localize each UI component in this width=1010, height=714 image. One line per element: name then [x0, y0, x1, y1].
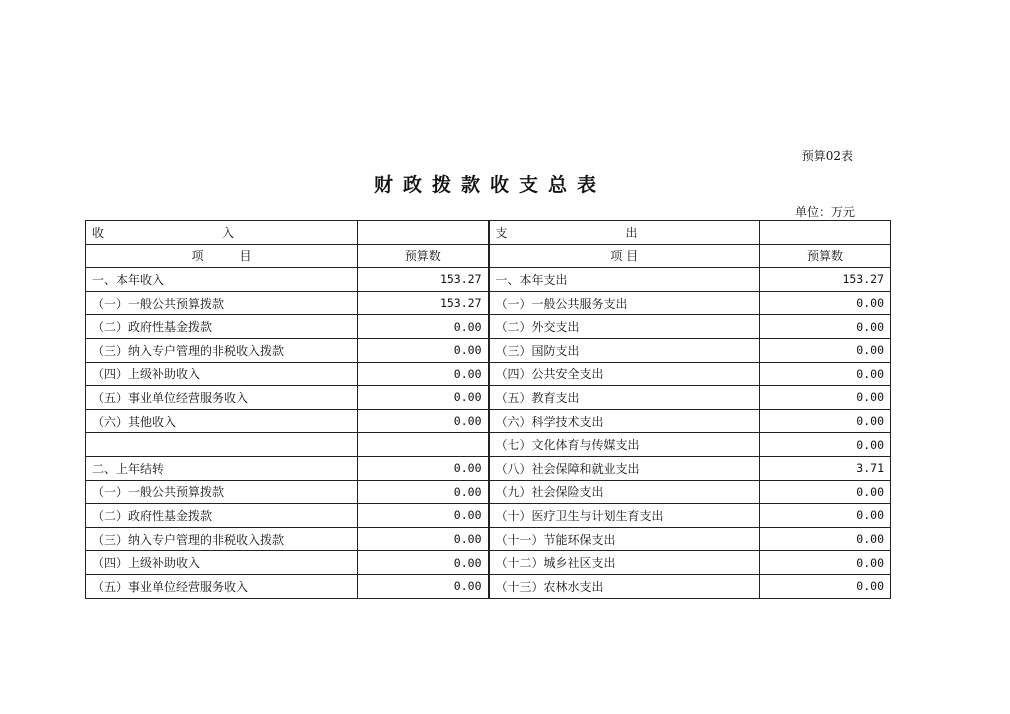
expense-amount: 0.00 [760, 574, 891, 598]
expense-item: （十二）城乡社区支出 [489, 551, 760, 575]
expense-item: 一、本年支出 [489, 268, 760, 292]
expense-amount: 3.71 [760, 456, 891, 480]
table-row [86, 433, 891, 457]
income-item: 二、上年结转 [86, 456, 358, 480]
form-code: 预算02表 [801, 149, 853, 163]
income-item: （五）事业单位经营服务收入 [86, 386, 358, 410]
empty-cell [358, 221, 489, 245]
table-row [86, 527, 891, 551]
expense-header-a: 支 [495, 225, 508, 240]
expense-item: （三）国防支出 [489, 338, 760, 362]
income-item: （二）政府性基金拨款 [86, 504, 358, 528]
expense-item: （五）教育支出 [489, 386, 760, 410]
expense-header-b: 出 [625, 225, 638, 240]
section-header-row [86, 221, 891, 245]
income-amount: 0.00 [358, 480, 489, 504]
expense-section-header [489, 221, 760, 245]
table-row [86, 291, 891, 315]
income-item: （二）政府性基金拨款 [86, 315, 358, 339]
income-item: （三）纳入专户管理的非税收入拨款 [86, 527, 358, 551]
table-row [86, 362, 891, 386]
income-header-b: 入 [222, 225, 235, 240]
income-item: 一、本年收入 [86, 268, 358, 292]
col-item-expense: 项 目 [489, 244, 760, 268]
income-amount: 0.00 [358, 338, 489, 362]
income-item: （一）一般公共预算拨款 [86, 291, 358, 315]
income-item: （四）上级补助收入 [86, 551, 358, 575]
table-row [86, 386, 891, 410]
table-row [86, 456, 891, 480]
expense-item: （一）一般公共服务支出 [489, 291, 760, 315]
table-row [86, 409, 891, 433]
income-item: （四）上级补助收入 [86, 362, 358, 386]
expense-item: （八）社会保障和就业支出 [489, 456, 760, 480]
expense-amount: 0.00 [760, 315, 891, 339]
income-item: （六）其他收入 [86, 409, 358, 433]
income-amount: 153.27 [358, 291, 489, 315]
income-section-header [86, 221, 358, 245]
table-row [86, 574, 891, 598]
expense-item: （十一）节能环保支出 [489, 527, 760, 551]
table-row [86, 504, 891, 528]
income-amount [358, 433, 489, 457]
income-amount: 0.00 [358, 362, 489, 386]
expense-item: （四）公共安全支出 [489, 362, 760, 386]
income-item: （一）一般公共预算拨款 [86, 480, 358, 504]
table-row [86, 551, 891, 575]
expense-item: （七）文化体育与传媒支出 [489, 433, 760, 457]
table-row [86, 268, 891, 292]
expense-amount: 0.00 [760, 480, 891, 504]
expense-amount: 0.00 [760, 433, 891, 457]
table-row [86, 480, 891, 504]
unit-label: 单位：万元 [794, 205, 855, 219]
expense-item: （六）科学技术支出 [489, 409, 760, 433]
expense-item: （十三）农林水支出 [489, 574, 760, 598]
expense-item: （十）医疗卫生与计划生育支出 [489, 504, 760, 528]
expense-amount: 0.00 [760, 338, 891, 362]
expense-amount: 0.00 [760, 386, 891, 410]
expense-amount: 0.00 [760, 291, 891, 315]
expense-amount: 0.00 [760, 527, 891, 551]
income-amount: 0.00 [358, 315, 489, 339]
expense-amount: 0.00 [760, 551, 891, 575]
income-amount: 0.00 [358, 551, 489, 575]
income-amount: 0.00 [358, 527, 489, 551]
table-row [86, 338, 891, 362]
col-budget-income: 预算数 [358, 244, 489, 268]
column-header-row [86, 244, 891, 268]
col-budget-expense: 预算数 [760, 244, 891, 268]
income-item: （五）事业单位经营服务收入 [86, 574, 358, 598]
expense-amount: 0.00 [760, 504, 891, 528]
col-item-income: 项 目 [86, 244, 358, 268]
expense-amount: 0.00 [760, 409, 891, 433]
expense-item: （九）社会保险支出 [489, 480, 760, 504]
empty-cell [760, 221, 891, 245]
table-row [86, 315, 891, 339]
income-amount: 0.00 [358, 574, 489, 598]
income-amount: 153.27 [358, 268, 489, 292]
income-item: （三）纳入专户管理的非税收入拨款 [86, 338, 358, 362]
expense-item: （二）外交支出 [489, 315, 760, 339]
expense-amount: 0.00 [760, 362, 891, 386]
budget-table [85, 220, 891, 599]
document-title: 财政拨款收支总表 [373, 174, 606, 196]
income-amount: 0.00 [358, 386, 489, 410]
income-item [86, 433, 358, 457]
income-amount: 0.00 [358, 504, 489, 528]
income-header-a: 收 [92, 225, 105, 240]
income-amount: 0.00 [358, 409, 489, 433]
income-amount: 0.00 [358, 456, 489, 480]
expense-amount: 153.27 [760, 268, 891, 292]
